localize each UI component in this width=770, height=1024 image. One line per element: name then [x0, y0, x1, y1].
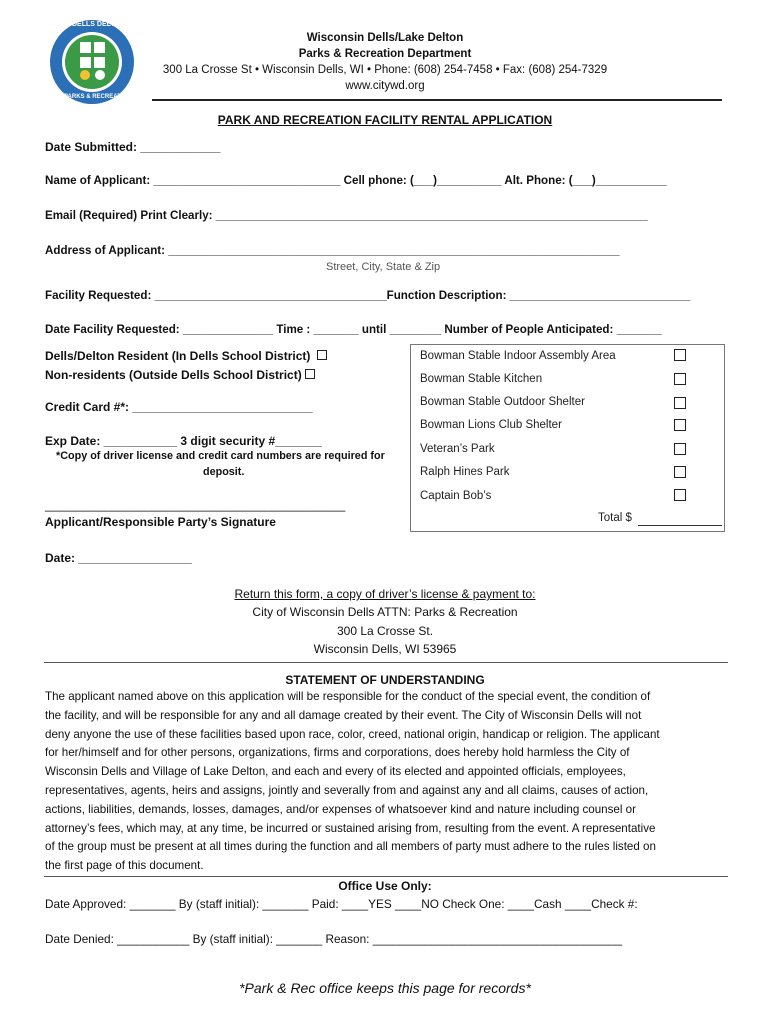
- header-website[interactable]: www.citywd.org: [345, 80, 425, 92]
- office-approved-row[interactable]: Date Approved: _______ By (staff initial): _______ Paid: ____YES ____NO Check One: ____Cash ____Check #:: [45, 897, 638, 911]
- date-time-people-field[interactable]: Date Facility Requested: ______________ Time : _______ until ________ Number of People Anticipated: _______: [45, 323, 662, 336]
- date-submitted-field[interactable]: Date Submitted: ____________: [45, 140, 221, 154]
- statement-line: of the group must be present at all times during the function and all members of party must adhere to the rules listed on: [45, 840, 656, 854]
- form-title: PARK AND RECREATION FACILITY RENTAL APPLICATION: [217, 113, 553, 127]
- statement-line: the facility, and will be responsible for any and all damage created by their event. The City of Wisconsin Dells will not: [45, 708, 642, 722]
- city-logo: [46, 18, 138, 106]
- return-instructions: Return this form, a copy of driver’s license & payment to:: [234, 587, 536, 601]
- statement-line: deny anyone the use of these facilities based upon race, color, creed, national origin, handicap or religion. The applicant: [45, 727, 660, 741]
- signature-label: Applicant/Responsible Party’s Signature: [45, 515, 276, 529]
- nonresident-label: Non-residents (Outside Dells School District): [45, 368, 302, 382]
- facility-checkbox-kitchen[interactable]: [674, 373, 686, 385]
- statement-line: for her/himself and for other persons, organizations, firms and corporations, does hereby hold harmless the City of: [45, 746, 630, 760]
- header-contact: 300 La Crosse St • Wisconsin Dells, WI • Phone: (608) 254-7458 • Fax: (608) 254-7329: [162, 64, 608, 76]
- logo-text-top: DELLS DELTON: [72, 21, 126, 28]
- facility-label-kitchen: Bowman Stable Kitchen: [420, 373, 543, 385]
- facility-label-lions: Bowman Lions Club Shelter: [420, 419, 562, 431]
- facility-label-ralph: Ralph Hines Park: [420, 466, 510, 478]
- statement-line: actions, liabilities, demands, losses, damages, and/or expenses of whatsoever kind and nature including counsel or: [45, 802, 636, 816]
- address-hint: Street, City, State & Zip: [326, 261, 441, 273]
- statement-line: attorney’s fees, which may, at any time, be incurred or sustained arising from, resulting from the event. A representative: [45, 821, 656, 835]
- signature-line[interactable]: _____________________________________________: [45, 498, 346, 512]
- copy-note-line2: deposit.: [203, 466, 245, 478]
- total-label: Total $: [598, 512, 632, 524]
- facility-checkbox-lions[interactable]: [674, 419, 686, 431]
- copy-note-line1: *Copy of driver license and credit card numbers are required for: [56, 450, 385, 462]
- header-divider: [152, 99, 722, 101]
- facility-checkbox-ralph[interactable]: [674, 466, 686, 478]
- header-org-name: Wisconsin Dells/Lake Delton: [306, 32, 464, 44]
- return-address-line2: 300 La Crosse St.: [336, 624, 434, 638]
- facility-checkbox-veterans[interactable]: [674, 443, 686, 455]
- facility-checkbox-outdoor[interactable]: [674, 397, 686, 409]
- applicant-name-phone-field[interactable]: Name of Applicant: _____________________________ Cell phone: (___)__________ Alt. Phone: (___)___________: [45, 174, 667, 187]
- address-field[interactable]: Address of Applicant: ______________________________________________________________________: [45, 244, 620, 257]
- exp-security-field[interactable]: Exp Date: ___________ 3 digit security #_______: [45, 434, 322, 448]
- facility-label-captain: Captain Bob’s: [420, 490, 492, 502]
- email-field[interactable]: Email (Required) Print Clearly: ___________________________________________________________________: [45, 209, 648, 222]
- facility-checkbox-captain[interactable]: [674, 489, 686, 501]
- return-divider: [44, 662, 728, 663]
- facility-label-indoor: Bowman Stable Indoor Assembly Area: [420, 350, 616, 362]
- return-address-line1: City of Wisconsin Dells ATTN: Parks & Recreation: [252, 605, 518, 619]
- resident-checkbox[interactable]: [317, 350, 327, 360]
- footer-note: *Park & Rec office keeps this page for records*: [239, 980, 531, 996]
- resident-label: Dells/Delton Resident (In Dells School District): [45, 349, 311, 363]
- statement-line: representatives, agents, heirs and assigns, jointly and severally from and against any and all claims, causes of action,: [45, 783, 649, 797]
- statement-title: STATEMENT OF UNDERSTANDING: [285, 673, 485, 687]
- statement-line: The applicant named above on this application will be responsible for the conduct of the special event, the condition of: [45, 690, 651, 703]
- statement-divider: [44, 876, 728, 877]
- total-input-line[interactable]: [638, 525, 722, 526]
- return-address-line3: Wisconsin Dells, WI 53965: [313, 642, 457, 656]
- header-department: Parks & Recreation Department: [298, 48, 472, 60]
- nonresident-checkbox[interactable]: [305, 369, 315, 379]
- statement-line: the first page of this document.: [45, 859, 204, 873]
- logo-text-bottom: PARKS & RECREATION: [64, 94, 132, 100]
- office-denied-row[interactable]: Date Denied: ___________ By (staff initial): _______ Reason: ______________________________________: [45, 932, 623, 946]
- facility-label-veterans: Veteran’s Park: [420, 443, 495, 455]
- statement-body: [45, 688, 729, 876]
- credit-card-field[interactable]: Credit Card #*: ___________________________: [45, 400, 313, 414]
- statement-line: Wisconsin Dells and Village of Lake Delton, and each and every of its elected and appointed officials, employees,: [45, 765, 626, 779]
- office-use-title: Office Use Only:: [338, 879, 432, 893]
- facility-label-outdoor: Bowman Stable Outdoor Shelter: [420, 396, 585, 408]
- facility-function-field[interactable]: Facility Requested: ____________________________________Function Description: ____________________________: [45, 289, 691, 302]
- facility-checkbox-indoor[interactable]: [674, 349, 686, 361]
- date-field[interactable]: Date: _________________: [45, 551, 192, 565]
